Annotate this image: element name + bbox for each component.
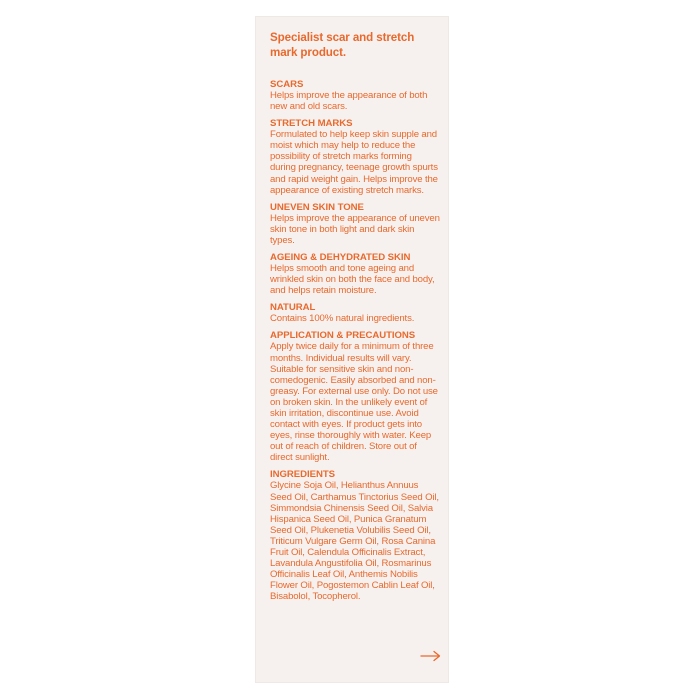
section-body: Helps improve the appearance of uneven skin tone in both light and dark skin types. bbox=[270, 212, 440, 246]
section-title: NATURAL bbox=[270, 302, 316, 314]
section-uneven-skin-tone bbox=[270, 202, 440, 246]
section-natural bbox=[270, 302, 440, 324]
section-body: Formulated to help keep skin supple and moist which may help to reduce the possibility of stretch marks forming during pregnancy, teenage growth spurts and rapid weight gain. Helps improve the appearance of existing stretch marks. bbox=[270, 129, 438, 196]
section-scars bbox=[270, 79, 440, 112]
section-ageing-dehydrated-skin bbox=[270, 252, 440, 296]
section-title: STRETCH MARKS bbox=[270, 118, 353, 130]
arrow-right-icon bbox=[420, 649, 442, 663]
section-body: Apply twice daily for a minimum of three months. Individual results will vary. Suitable for sensitive skin and non-comedogenic. Easily absorbed and non-greasy. For external use only. Do not use on broken skin. In the unlikely event of skin irritation, discontinue use. Avoid contact with eyes. If product gets into eyes, rinse thoroughly with water. Keep out of reach of children. Store out of direct sunlight. bbox=[270, 341, 438, 464]
section-title: SCARS bbox=[270, 79, 304, 90]
section-stretch-marks bbox=[270, 118, 440, 196]
package-side-panel bbox=[255, 16, 449, 683]
section-body: Contains 100% natural ingredients. bbox=[270, 313, 415, 325]
panel-headline: Specialist scar and stretch mark product. bbox=[270, 31, 415, 59]
section-title: APPLICATION & PRECAUTIONS bbox=[270, 330, 416, 342]
section-ingredients bbox=[270, 469, 440, 602]
section-body: Glycine Soja Oil, Helianthus Annuus Seed Oil, Carthamus Tinctorius Seed Oil, Simmondsia Chinensis Seed Oil, Salvia Hispanica Seed Oil, Punica Granatum Seed Oil, Plukenetia Volubilis Seed Oil, Triticum Vulgare Germ Oil, Rosa Canina Fruit Oil, Calendula Officinalis Extract, Lavandula Angustifolia Oil, Rosmarinus Officinalis Leaf Oil, Anthemis Nobilis Flower Oil, Pogostemon Cablin Leaf Oil, Bisabolol, Tocopherol. bbox=[270, 480, 439, 603]
panel-content bbox=[270, 30, 440, 608]
section-title: INGREDIENTS bbox=[270, 469, 336, 481]
section-title: UNEVEN SKIN TONE bbox=[270, 201, 364, 213]
section-application-precautions bbox=[270, 330, 440, 463]
section-body: Helps smooth and tone ageing and wrinkled skin on both the face and body, and helps retain moisture. bbox=[270, 263, 435, 297]
section-body: Helps improve the appearance of both new and old scars. bbox=[270, 90, 428, 113]
section-title: AGEING & DEHYDRATED SKIN bbox=[270, 252, 411, 264]
